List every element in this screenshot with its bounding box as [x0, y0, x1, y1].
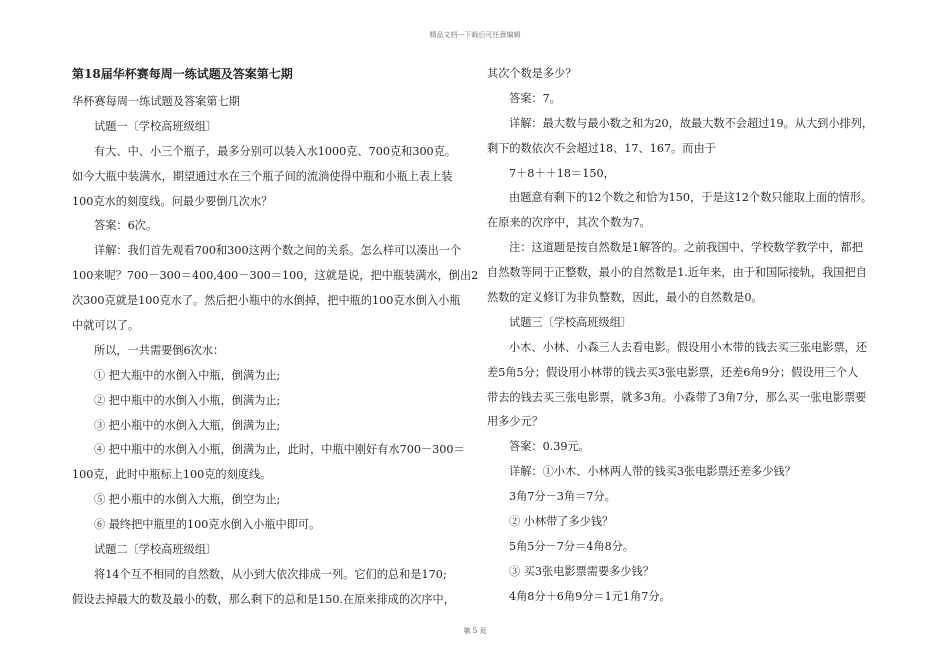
text-line: 在原来的次序中，其次个数为7。 [487, 216, 651, 230]
text-line: 试题二〔学校高班级组〕 [94, 543, 218, 557]
text-line: 带去的钱去买三张电影票，就多3角。小森带了3角7分，那么买一张电影票要 [487, 390, 867, 404]
text-line: 100克水的刻度线。问最少要倒几次水？ [72, 194, 273, 208]
text-line: 答案：6次。 [94, 219, 158, 233]
text-line: 如今大瓶中装满水，期望通过水在三个瓶子间的流淌使得中瓶和小瓶上表上装 [72, 169, 453, 183]
text-line: ③ 买3张电影票需要多少钱？ [509, 564, 654, 578]
text-line: 答案：7。 [509, 91, 561, 105]
text-line: 用多少元？ [487, 415, 543, 429]
right-text-block [487, 62, 879, 610]
text-line: 5角5分－7分＝4角8分。 [509, 539, 635, 553]
text-line: 所以，一共需要倒6次水： [94, 343, 225, 357]
text-line: 详解：①小木、小林两人带的钱买3张电影票还差多少钱？ [509, 465, 796, 479]
text-line: 由题意有剩下的12个数之和恰为150，于是这12个数只能取上面的情形。 [509, 191, 873, 205]
text-line: 详解：最大数与最小数之和为20，故最大数不会超过19。从大到小排列， [509, 116, 874, 130]
text-line: ③ 把小瓶中的水倒入大瓶，倒满为止; [94, 418, 281, 432]
text-line: 3角7分－3角＝7分。 [509, 490, 616, 504]
text-line: 100克，此时中瓶标上100克的刻度线。 [72, 468, 272, 482]
text-line: ① 把大瓶中的水倒入中瓶，倒满为止; [94, 368, 281, 382]
text-line: ② 把中瓶中的水倒入小瓶，倒满为止; [94, 393, 281, 407]
text-line: 次300克就是100克水了。然后把小瓶中的水倒掉，把中瓶的100克水倒入小瓶 [72, 294, 461, 308]
text-line: 注：这道题是按自然数是1解答的。之前我国中、学校数学教学中，都把 [509, 241, 863, 255]
text-line: 小木、小林、小森三人去看电影。假设用小木带的钱去买三张电影票，还 [509, 340, 868, 354]
text-line: 详解：我们首先观看700和300这两个数之间的关系。怎么样可以凑出一个 [94, 244, 462, 258]
text-line: 有大、中、小三个瓶子，最多分别可以装入水1000克、700克和300克。 [94, 144, 457, 158]
text-line: 100来呢？700－300＝400,400－300＝100，这就是说，把中瓶装满水，倒出2 [72, 269, 479, 283]
text-line: 差5角5分；假设用小林带的钱去买3张电影票，还差6角9分；假设用三个人 [487, 365, 859, 379]
text-line: 自然数等同于正整数，最小的自然数是1.近年来，由于和国际接轨，我国把自 [487, 266, 867, 280]
text-line: 4角8分＋6角9分＝1元1角7分。 [509, 589, 671, 603]
text-line: ⑤ 把小瓶中的水倒入大瓶，倒空为止; [94, 493, 281, 507]
right-column [487, 62, 879, 610]
left-column [72, 62, 479, 613]
text-line: ④ 把中瓶中的水倒入小瓶，倒满为止，此时，中瓶中刚好有水700－300＝ [94, 443, 465, 457]
text-line: ② 小林带了多少钱？ [509, 515, 614, 529]
text-line: 答案：0.39元。 [509, 440, 590, 454]
page-header-note: 精品文档---下载后可任意编辑 [429, 31, 521, 39]
text-line: 然数的定义修订为非负整数，因此，最小的自然数是0。 [487, 291, 763, 305]
text-line: 中就可以了。 [72, 319, 140, 333]
text-line: 剩下的数依次不会超过18、17、167。而由于 [487, 141, 716, 155]
text-line: 华杯赛每周一练试题及答案第七期 [72, 95, 240, 108]
page-number: 第 5 页 [463, 627, 487, 635]
text-line: 试题三〔学校高班级组〕 [509, 315, 633, 329]
text-line: 其次个数是多少？ [487, 67, 577, 80]
text-line: 假设去掉最大的数及最小的数，那么剩下的总和是150.在原来排成的次序中， [72, 592, 455, 606]
left-text-block [72, 90, 479, 613]
text-line: 7＋8＋＋18＝150， [509, 166, 615, 180]
text-line: ⑥ 最终把中瓶里的100克水倒入小瓶中即可。 [94, 518, 321, 532]
text-line: 试题一〔学校高班级组〕 [94, 119, 218, 133]
text-line: 将14个互不相同的自然数，从小到大依次排成一列。它们的总和是170; [94, 567, 447, 581]
document-title: 第18届华杯赛每周一练试题及答案第七期 [72, 67, 293, 81]
